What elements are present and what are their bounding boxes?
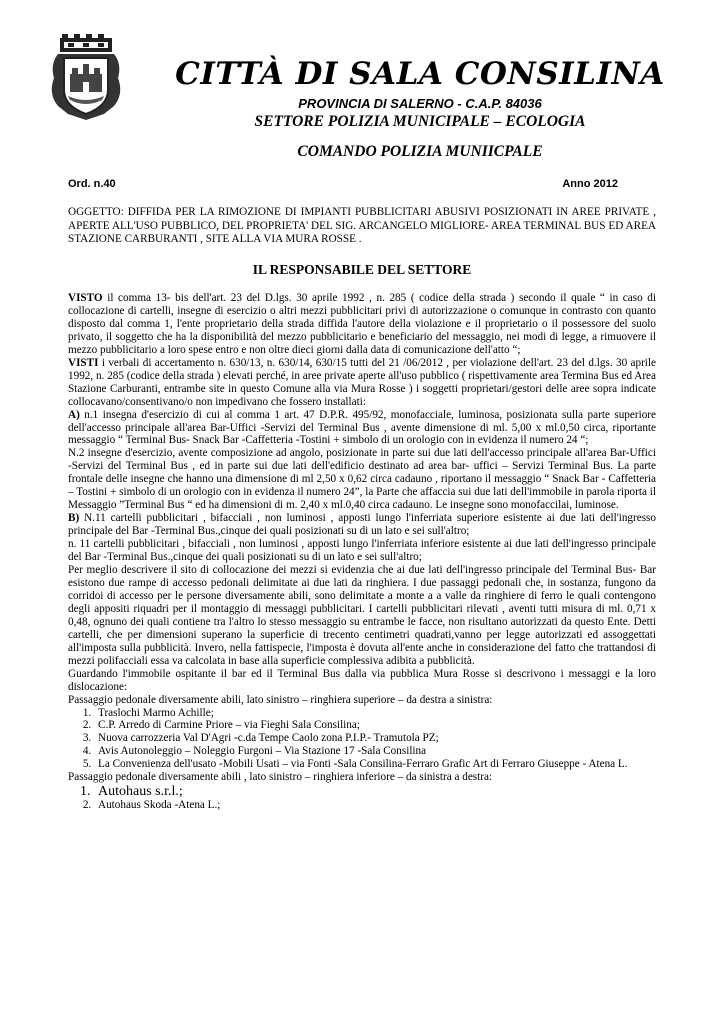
sector-line: SETTORE POLIZIA MUNICIPALE – ECOLOGIA xyxy=(254,113,586,130)
site-description-paragraph: Per meglio descrivere il sito di collocazione dei mezzi si evidenzia che ai due lati dell'ingresso principale del Terminal Bus- Bar esistono due rampe di accesso pedonali delimitate ai due lati da ringhiera. I due passaggi pedonali che, in sostanza, fungono da corridoi di accesso per le persone diversamente abili, sono delimitate a monte a a valle da ringhiere di ferro le quali contengono degli appositi riquadri per il montaggio di messaggi pubblicitari. I cartelli pubblicitari rilevati , aventi tutti misura di ml. 0,71 x 0,48, ognuno dei quali contiene tra l'altro lo stesso messaggio su entrambe le facce, non risultano autorizzati da questo Ente. Detti cartelli, che per dimensioni superano la superficie di trecento centimetri quadrati,vanno per legge autorizzati ed assoggettati all'imposta sulla pubblicità. Invero, nella fattispecie, l'imposta è dovuta all'ente anche in considerazione del fatto che trattandosi di mezzi polifacciali essa va calcolata in base alla superficie complessiva adibita a pubblicità. xyxy=(68,564,656,667)
command-line: COMANDO POLIZIA MUNIICPALE xyxy=(297,143,543,160)
visto-label: VISTO xyxy=(68,292,103,304)
section-heading: IL RESPONSABILE DEL SETTORE xyxy=(252,262,472,277)
visto-paragraph xyxy=(68,292,656,357)
ordinance-year: Anno 2012 xyxy=(562,178,618,190)
visti-label: VISTI xyxy=(68,356,99,369)
subject-paragraph: OGGETTO: DIFFIDA PER LA RIMOZIONE DI IMPIANTI PUBBLICITARI ABUSIVI POSIZIONATI IN AREE PRIVATE , APERTE ALL'USO PUBBLICO, DEL PROPRIETA' DEL SIG. ARCANGELO MIGLIORE- AREA TERMINAL BUS ED AREA STAZIONE CARBURANTI , SITE ALLA VIA MURA ROSSE . xyxy=(68,206,656,245)
list-item: 1. Autohaus s.r.l.; xyxy=(94,784,656,799)
city-title: CITTÀ DI SALA CONSILINA xyxy=(175,56,665,92)
province-line: PROVINCIA DI SALERNO - C.A.P. 84036 xyxy=(298,96,542,111)
passage-1-heading: Passaggio pedonale diversamente abili, lato sinistro – ringhiera superiore – da destra a sinistra: xyxy=(68,693,493,706)
section-b-text: N.11 cartelli pubblicitari , bifacciali , non luminosi , apposti lungo l'inferriata superiore esistente ai due lati dell'ingresso principale del Bar -Terminal Bus.,cinque dei quali posizionati su di un lato e sei sull'altro; xyxy=(68,512,656,538)
municipal-crest-icon xyxy=(48,34,124,122)
visto-text: il comma 13- bis dell'art. 23 del D.lgs. 30 aprile 1992 , n. 285 ( codice della strada ) secondo il quale “ in caso di collocazione di cartelli, insegne di esercizio o altri mezzi pubblicitari privi di autorizzazione o comunque in contrasto con quanto disposto dal comma 1, l'ente proprietario della strada diffida l'autore della violazione e il proprietario o il possessore del suolo privato, il soggetto che ha la disponibilità del mezzo pubblicitario e beneficiario del messaggio, nei modi di legge, a rimuovere il mezzo pubblicitario a loro spese entro e non oltre dieci giorni dalla data di comunicazione dell'atto “; xyxy=(68,292,656,356)
visti-paragraph xyxy=(68,357,656,409)
guardando-paragraph: Guardando l'immobile ospitante il bar ed il Terminal Bus dalla via pubblica Mura Rosse si descrivono i messaggi e la loro dislocazione: xyxy=(68,667,656,693)
n2-paragraph: N.2 insegne d'esercizio, avente composizione ad angolo, posizionate in parte sui due lati dell'accesso principale all'area Bar-Uffici -Servizi del Terminal Bus , ed in parte sui due lati dell'edificio destinato ad area bar- uffici – Servizi Terminal Bus. La parte frontale delle insegne che hanno una dimensione di ml 2,50 x 0,62 circa cadauno , riportano il messaggio “ Snack Bar - Caffetteria – Tostini + simbolo di un orologio con in evidenza il numero 24”, la Parte che affaccia sui due lati dell'immobile in parola riporta il Messaggio ”Terminal Bus “ ed ha dimensioni di m. 2,40 x ml.0,40 circa cadauno. Le insegne sono monofaccilai, luminose. xyxy=(68,447,656,512)
list-item: 1. Traslochi Marmo Achille; xyxy=(94,707,656,720)
ordinance-number: Ord. n.40 xyxy=(68,178,116,190)
list-item: 3. Nuova carrozzeria Val D'Agri -c.da Tempe Caolo zona P.I.P.- Tramutola PZ; xyxy=(94,732,656,745)
list-item: 5. La Convenienza dell'usato -Mobili Usati – via Fonti -Sala Consilina-Ferraro Grafic Art di Ferraro Giuseppe - Atena L. xyxy=(94,758,656,771)
list-item: 2. C.P. Arredo di Carmine Priore – via Fieghi Sala Consilina; xyxy=(94,719,656,732)
list-item: 4. Avis Autonoleggio – Noleggio Furgoni – Via Stazione 17 -Sala Consilina xyxy=(94,745,656,758)
passage-2-list xyxy=(68,784,656,812)
list-item: 2. Autohaus Skoda -Atena L.; xyxy=(94,799,656,812)
section-b-label: B) xyxy=(68,512,80,525)
n11-paragraph: n. 11 cartelli pubblicitari , bifacciali , non luminosi , apposti lungo l'inferriata inferiore esistente ai due lati dell'ingresso principale del Bar -Terminal Bus.,cinque dei quali posizionati su di un lato e sei sull'altro; xyxy=(68,538,656,564)
section-b-paragraph xyxy=(68,512,656,538)
section-a-text: n.1 insegna d'esercizio di cui al comma 1 art. 47 D.P.R. 495/92, monofacciale, luminosa, posizionata sulla parte superiore dell'accesso principale all'area Bar-Uffici -Servizi del Terminal Bus , avente dimensione di ml. 5,00 x ml.0,50 circa, riportante messaggio “ Terminal Bus- Snack Bar -Caffetteria -Tostini + simbolo di un orologio con in evidenza il numero 24 “; xyxy=(68,408,656,447)
passage-1-list xyxy=(68,707,656,772)
document-body xyxy=(68,292,656,812)
passage-2-heading: Passaggio pedonale diversamente abili , lato sinistro – ringhiera inferiore – da sinistra a destra: xyxy=(68,771,493,784)
section-a-label: A) xyxy=(68,408,80,421)
visti-text: i verbali di accertamento n. 630/13, n. 630/14, 630/15 tutti del 21 /06/2012 , per violazione dell'art. 23 del d.lgs. 30 aprile 1992, n. 285 (codice della strada ) elevati perché, in aree private aperte all'uso pubblico ( rispettivamente area Termina Bus ed Area Stazione Carburanti, entrambe site in questo Comune alla via Mura Rosse ) i soggetti proprietari/gestori delle aree sopra indicate collocavano/consentivano/o non impedivano che fossero installati: xyxy=(68,356,656,408)
section-a-paragraph xyxy=(68,409,656,448)
